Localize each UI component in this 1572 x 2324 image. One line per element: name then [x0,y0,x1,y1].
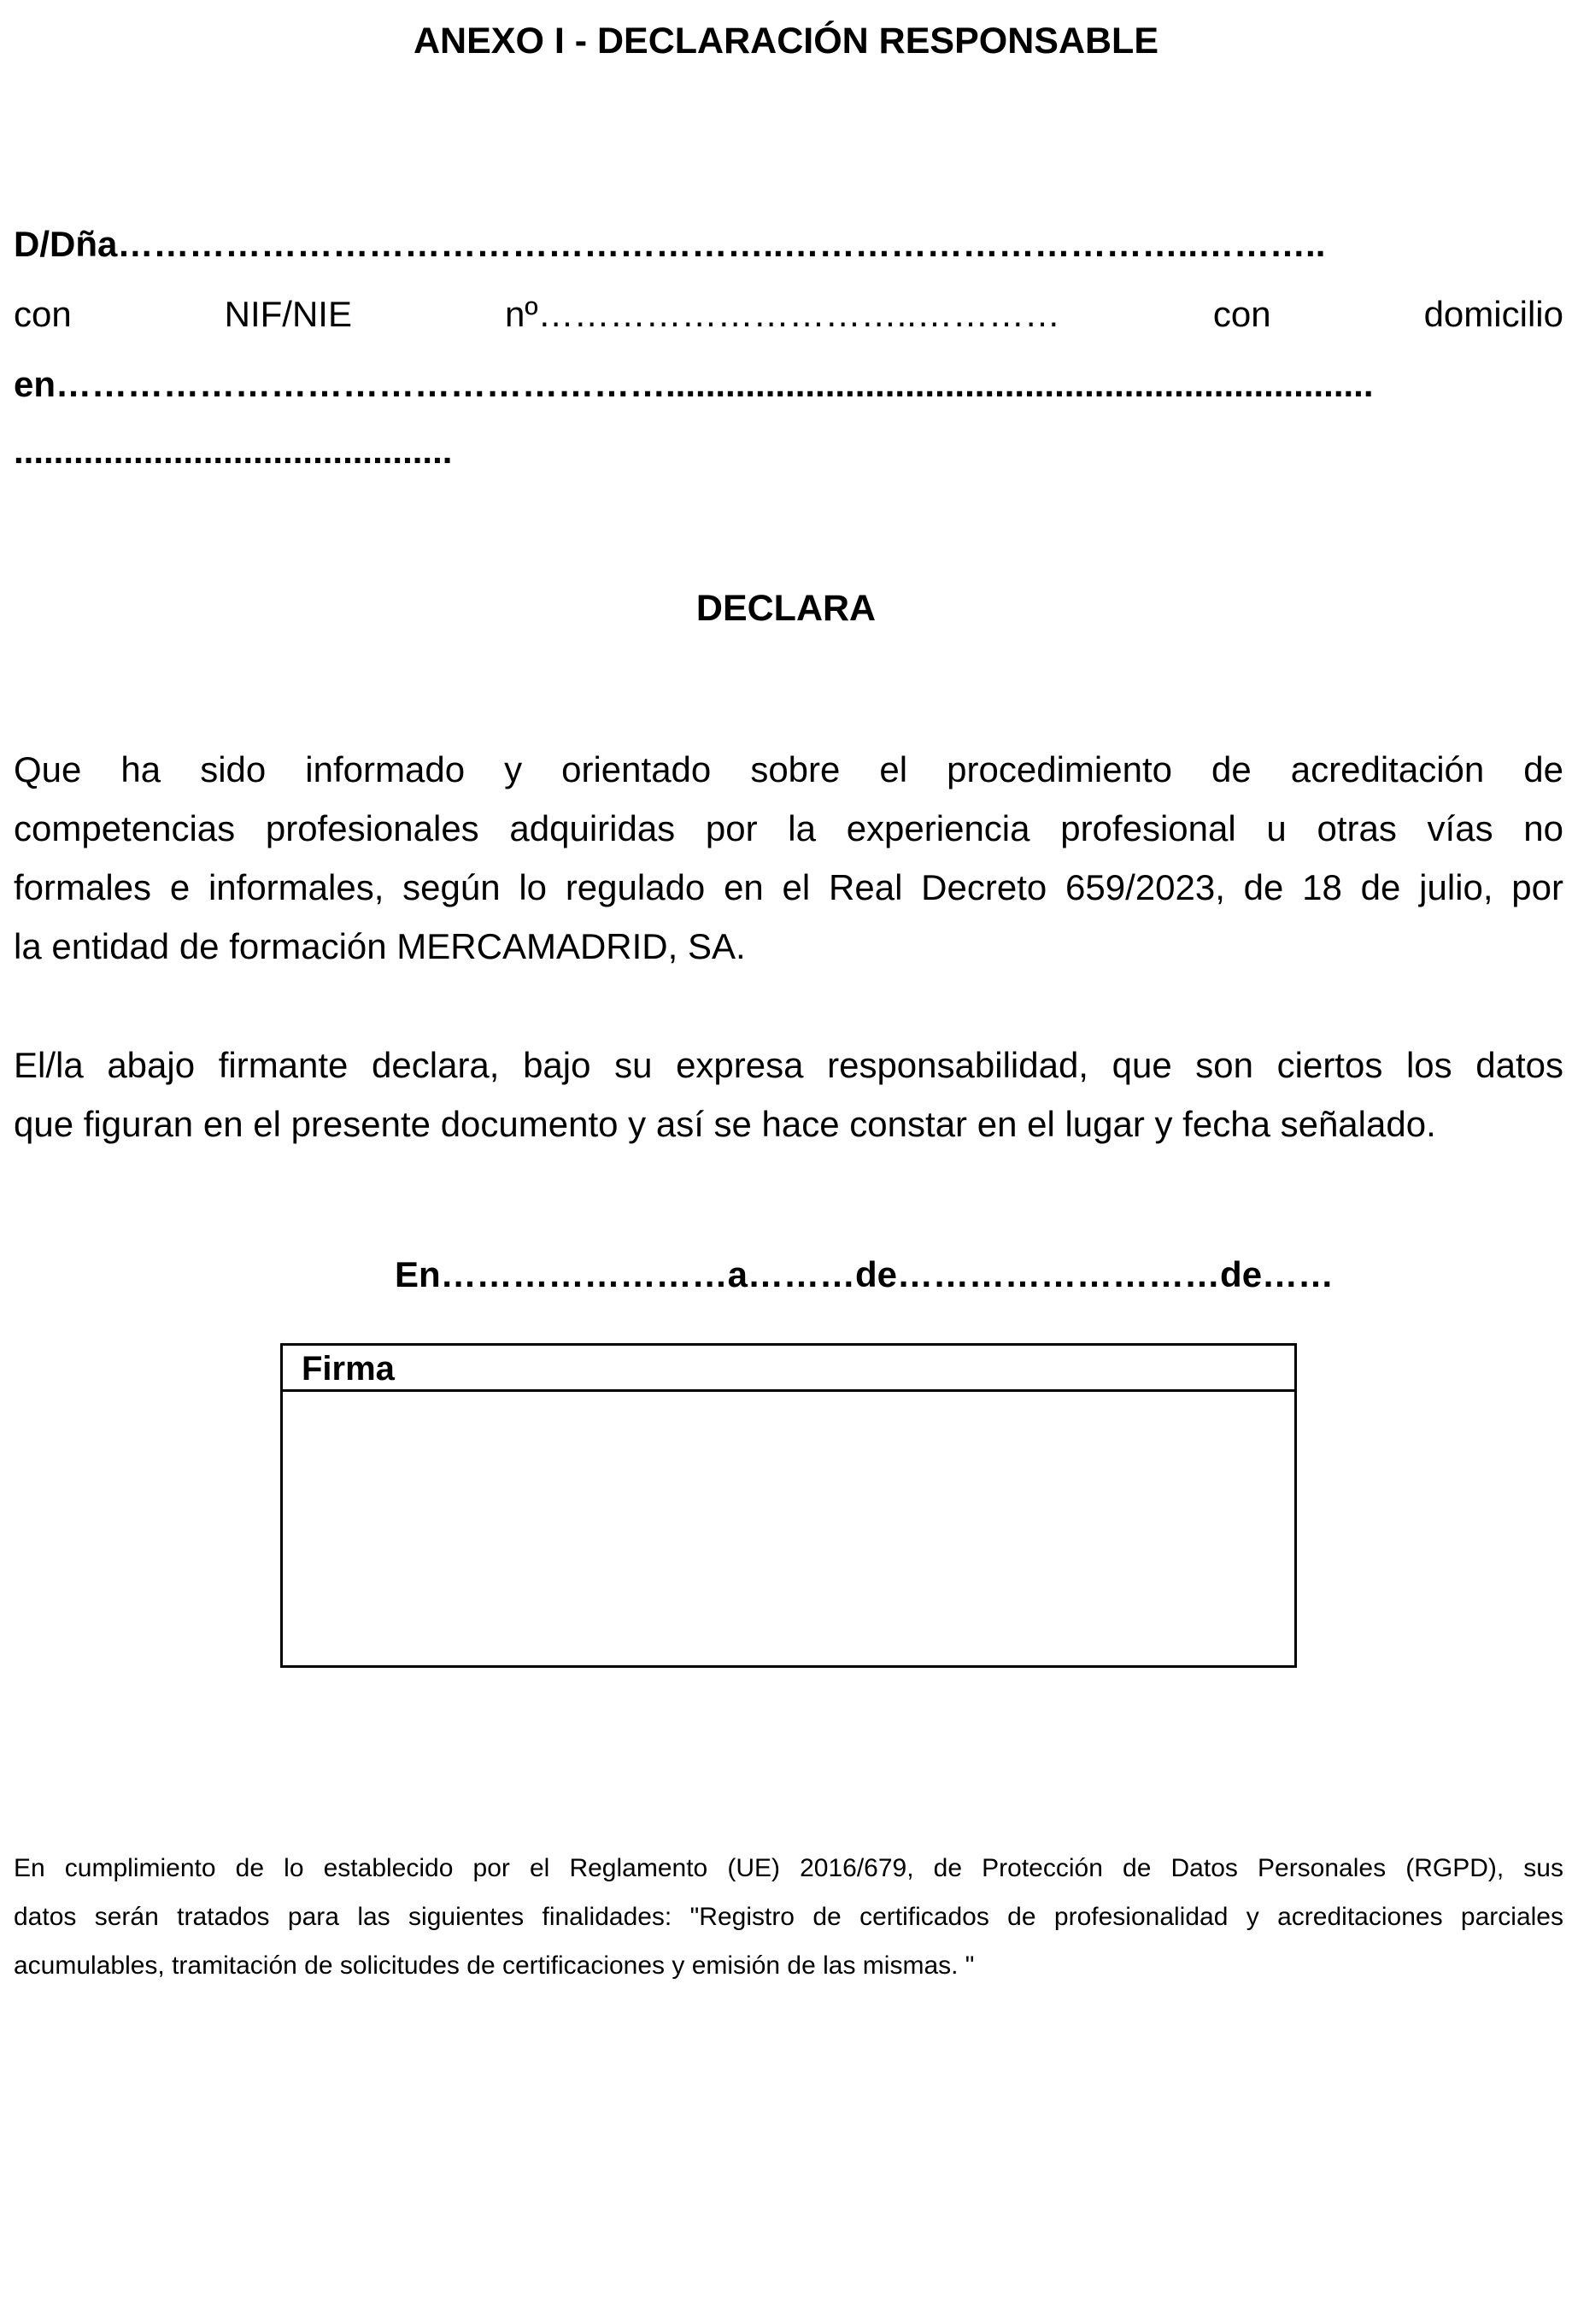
place-date-line[interactable]: En……………………a………de………………………de…… [395,1254,1334,1294]
footnote-line: En cumplimiento de lo establecido por el Reglamento (UE) 2016/679, de Protección de Datos Personales (RGPD), sus [14,1854,1563,1882]
declaration-paragraph-1 [14,740,1563,976]
paragraph-line: El/la abajo firmante declara, bajo su expresa responsabilidad, que son ciertos los datos [14,1045,1563,1085]
paragraph-line: que figuran en el presente documento y así se hace constar en el lugar y fecha señalado. [14,1104,1436,1144]
nif-word: con [14,294,72,334]
nif-field-line[interactable] [14,289,1563,340]
declaration-paragraph-2 [14,1036,1563,1153]
nif-word: nº…………………………..………… [504,294,1060,334]
signature-box[interactable] [280,1343,1297,1668]
footnote-line: datos serán tratados para las siguientes finalidades: "Registro de certificados de profesionalidad y acreditaciones parciales [14,1903,1563,1931]
nif-word: con [1212,294,1271,334]
data-protection-footnote [14,1844,1563,1990]
address-field-line[interactable]: en……………………………………………....................................................................... [14,364,1374,404]
declara-heading: DECLARA [695,588,877,629]
nif-word: NIF/NIE [224,294,352,334]
signature-label: Firma [283,1346,1294,1392]
document-title: ANEXO I - DECLARACIÓN RESPONSABLE [413,21,1158,62]
nif-word: domicilio [1423,294,1563,334]
paragraph-line: formales e informales, según lo regulado en el Real Decreto 659/2023, de 18 de julio, por [14,867,1563,907]
address-continuation-line[interactable]: ............................................ [14,431,453,471]
name-field-line[interactable]: D/Dña………………………………………………..……………………………..……….. [14,224,1326,264]
paragraph-line: Que ha sido informado y orientado sobre el procedimiento de acreditación de [14,749,1563,789]
paragraph-line: la entidad de formación MERCAMADRID, SA. [14,926,746,966]
footnote-line: acumulables, tramitación de solicitudes de certificaciones y emisión de las mismas. " [14,1951,975,1980]
paragraph-line: competencias profesionales adquiridas por la experiencia profesional u otras vías no [14,808,1563,848]
